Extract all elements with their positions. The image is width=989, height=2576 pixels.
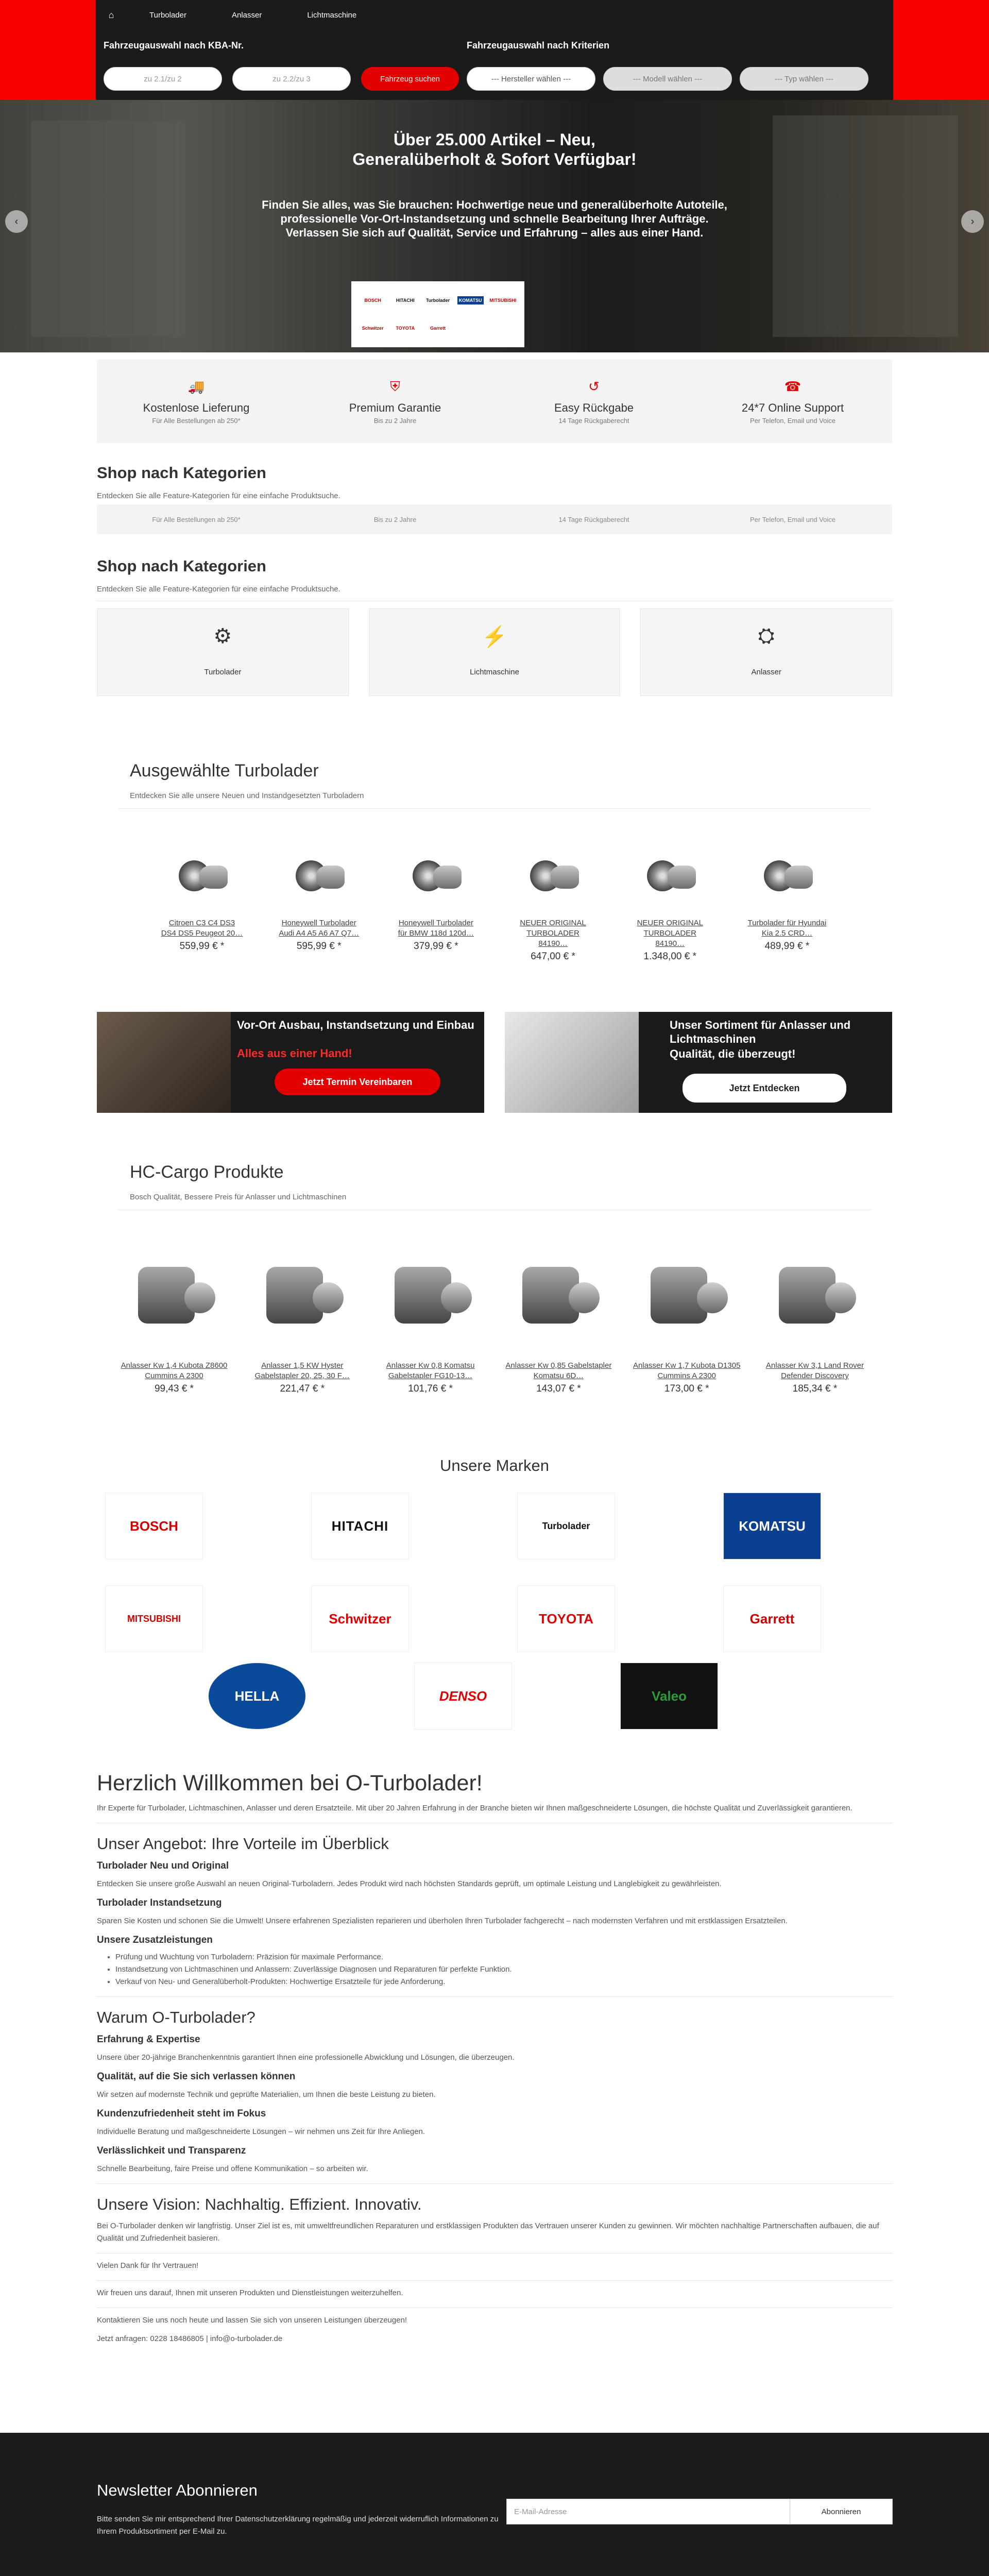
- product-price: 173,00 € *: [664, 1383, 709, 1394]
- product-row: [118, 1241, 871, 1395]
- slider-next-icon[interactable]: ›: [961, 210, 984, 233]
- brand-turbolader[interactable]: Turbolader: [517, 1493, 615, 1560]
- about-h3: Unsere Zusatzleistungen: [97, 1935, 213, 1945]
- criteria-label: Fahrzeugauswahl nach Kriterien: [467, 40, 610, 50]
- about-text: Sparen Sie Kosten und schonen Sie die Umwelt! Unsere erfahrenen Spezialisten reparieren und überholen Ihren Turbolader fachgerecht – nach modernsten Verfahren und mit erstklassigen Ersatzteilen.: [97, 1917, 788, 1925]
- product-image[interactable]: [642, 850, 698, 896]
- section-subtitle: Entdecken Sie alle Feature-Kategorien für eine einfache Produktsuche.: [97, 492, 340, 500]
- brand-garrett[interactable]: Garrett: [723, 1585, 821, 1652]
- brand-hella[interactable]: HELLA: [208, 1663, 306, 1730]
- category-grid: [97, 608, 892, 696]
- usp-item: [97, 379, 296, 425]
- brand-komatsu[interactable]: KOMATSU: [723, 1493, 821, 1560]
- product-image[interactable]: [123, 1246, 226, 1349]
- brand-logo: Turbolader: [425, 298, 450, 303]
- nav-turbolader[interactable]: Turbolader: [149, 10, 186, 20]
- product-card[interactable]: [247, 1241, 358, 1395]
- product-name[interactable]: Anlasser Kw 3,1 Land Rover Defender Discovery: [765, 1361, 864, 1380]
- product-row: [118, 835, 871, 962]
- top-bar: [0, 0, 989, 30]
- mechanic-image: [97, 1012, 231, 1113]
- strip-item: 14 Tage Rückgaberecht: [558, 515, 629, 523]
- about-text: Unsere über 20-jährige Branchenkenntnis garantiert Ihnen eine professionelle Abwicklung und Lösungen, die überzeugen.: [97, 2053, 515, 2062]
- footer: [0, 2433, 989, 2576]
- vehicle-search-button[interactable]: Fahrzeug suchen: [361, 67, 459, 91]
- about-heading: Herzlich Willkommen bei O-Turbolader!: [97, 1771, 483, 1795]
- main-nav: [96, 0, 379, 30]
- strip-item: Für Alle Bestellungen ab 250*: [152, 515, 241, 523]
- product-image[interactable]: [635, 1246, 738, 1349]
- model-select[interactable]: --- Modell wählen ---: [603, 67, 732, 91]
- promo-banner-range[interactable]: [505, 1012, 892, 1113]
- headset-icon: ☎: [784, 378, 802, 394]
- section-title: Unsere Marken: [440, 1456, 549, 1475]
- product-image[interactable]: [174, 850, 230, 896]
- product-card[interactable]: [629, 835, 711, 962]
- section-subtitle: Entdecken Sie alle unsere Neuen und Instandgesetzten Turboladern: [130, 791, 364, 800]
- truck-icon: 🚚: [187, 378, 205, 394]
- product-image[interactable]: [251, 1246, 354, 1349]
- product-card[interactable]: [631, 1241, 742, 1395]
- hero-brand-logos: [351, 281, 524, 347]
- about-h3: Kundenzufriedenheit steht im Fokus: [97, 2108, 266, 2119]
- brands-image: [505, 1012, 639, 1113]
- list-item: • Instandsetzung von Lichtmaschinen und Anlassern: Zuverlässige Diagnosen und Reparaturen für perfekte Funktion.: [115, 1963, 892, 1976]
- brand-bosch[interactable]: BOSCH: [105, 1493, 203, 1560]
- banner-highlight: Qualität, die überzeugt!: [670, 1047, 796, 1060]
- turbo-icon: ⚙: [213, 625, 232, 648]
- product-name[interactable]: NEUER ORIGINAL TURBOLADER 84190…: [637, 919, 703, 948]
- brand-logo: Schwitzer: [362, 326, 384, 331]
- hc-cargo-section: [118, 1162, 871, 1395]
- newsletter-text: Bitte senden Sie mir entsprechend Ihrer Datenschutzerklärung regelmäßig und jederzeit widerruflich Informationen zu Ihrem Produktsortiment per E-Mail zu.: [97, 2515, 499, 2536]
- product-price: 101,76 € *: [408, 1383, 453, 1394]
- newsletter-email-input[interactable]: E-Mail-Adresse: [506, 2499, 793, 2524]
- about-h3: Erfahrung & Expertise: [97, 2034, 200, 2045]
- brand-hitachi[interactable]: HITACHI: [311, 1493, 409, 1560]
- product-image[interactable]: [525, 850, 582, 896]
- alternator-icon: ⚡: [482, 625, 507, 648]
- manufacturer-select[interactable]: --- Hersteller wählen ---: [467, 67, 595, 91]
- kba-input-2[interactable]: zu 2.2/zu 3: [232, 67, 351, 91]
- product-price: 99,43 € *: [154, 1383, 194, 1394]
- usp-item: [296, 379, 494, 425]
- product-price: 489,99 € *: [764, 941, 810, 952]
- product-price: 559,99 € *: [179, 941, 225, 952]
- usp-title: Easy Rückgabe: [554, 401, 634, 414]
- brand-denso[interactable]: DENSO: [414, 1663, 512, 1730]
- about-text: Bei O-Turbolader denken wir langfristig. Unser Ziel ist es, mit umweltfreundlichen Reparaturen und erstklassigen Produkten das Vertrauen unserer Kunden zu gewinnen. Wir möchten nachhaltige Partnerschaften aufbauen, die auf Qualität und Zufriedenheit basieren.: [97, 2222, 879, 2243]
- promo-banner-service[interactable]: [97, 1012, 484, 1113]
- nav-anlasser[interactable]: Anlasser: [231, 10, 262, 20]
- category-label: Anlasser: [751, 668, 781, 676]
- product-price: 1.348,00 € *: [643, 951, 696, 962]
- promo-banners: [97, 1012, 892, 1113]
- product-card[interactable]: [759, 1241, 871, 1395]
- vehicle-finder: [0, 30, 989, 100]
- product-price: 185,34 € *: [792, 1383, 838, 1394]
- usp-title: 24*7 Online Support: [741, 401, 844, 414]
- brand-grid: [97, 1493, 892, 1730]
- discover-button[interactable]: Jetzt Entdecken: [683, 1074, 846, 1103]
- brand-logo: TOYOTA: [396, 326, 415, 331]
- product-name[interactable]: Citroen C3 C4 DS3 DS4 DS5 Peugeot 20…: [161, 919, 243, 938]
- product-image[interactable]: [759, 850, 815, 896]
- category-label: Lichtmaschine: [470, 668, 519, 676]
- product-price: 595,99 € *: [296, 941, 342, 952]
- brand-logo: Garrett: [430, 326, 446, 331]
- usp-item: [693, 379, 892, 425]
- home-icon[interactable]: ⌂: [108, 9, 114, 20]
- product-name[interactable]: Honeywell Turbolader Audi A4 A5 A6 A7 Q7…: [279, 919, 360, 938]
- about-text: Kontaktieren Sie uns noch heute und lassen Sie sich von unseren Leistungen überzeugen!: [97, 2316, 407, 2325]
- brand-toyota[interactable]: TOYOTA: [517, 1585, 615, 1652]
- about-section: [97, 1771, 892, 2345]
- product-image[interactable]: [407, 850, 464, 896]
- hero-title: Über 25.000 Artikel – Neu, Generalüberholt & Sofort Verfügbar!: [352, 130, 637, 168]
- nav-lichtmaschine[interactable]: Lichtmaschine: [307, 10, 357, 20]
- about-text: Entdecken Sie unsere große Auswahl an neuen Original-Turboladern. Jedes Produkt wird nach höchsten Standards geprüft, um optimale Leistung und Langlebigkeit zu gewährleisten.: [97, 1879, 722, 1888]
- product-image[interactable]: [379, 1246, 482, 1349]
- slider-prev-icon[interactable]: ‹: [5, 210, 28, 233]
- product-name[interactable]: NEUER ORIGINAL TURBOLADER 84190…: [520, 919, 586, 948]
- usp-strip: [97, 504, 892, 534]
- about-text: Individuelle Beratung und maßgeschneiderte Lösungen – wir nehmen uns Zeit für Ihre Anliegen.: [97, 2127, 425, 2136]
- usp-sub: Für Alle Bestellungen ab 250*: [152, 416, 241, 425]
- contact-text: Jetzt anfragen: 0228 18486805 | info@o-turbolader.de: [97, 2334, 283, 2343]
- product-card[interactable]: [375, 1241, 486, 1395]
- section-subtitle: Entdecken Sie alle Feature-Kategorien für eine einfache Produktsuche.: [97, 585, 340, 594]
- category-lichtmaschine[interactable]: [369, 608, 621, 696]
- usp-title: Premium Garantie: [349, 401, 441, 414]
- about-text: Ihr Experte für Turbolader, Lichtmaschinen, Anlasser und deren Ersatzteile. Mit über 20 Jahren Erfahrung in der Branche bieten wir Ihnen maßgeschneiderte Lösungen, die höchste Qualität und Zuverlässigkeit garantieren.: [97, 1804, 852, 1812]
- about-text: Vielen Dank für Ihr Vertrauen!: [97, 2261, 199, 2270]
- about-text: Wir setzen auf modernste Technik und geprüfte Materialien, um Ihnen die beste Leistung zu bieten.: [97, 2090, 436, 2099]
- about-subheading: Unser Angebot: Ihre Vorteile im Überblick: [97, 1835, 389, 1853]
- category-anlasser[interactable]: [640, 608, 892, 696]
- subscribe-button[interactable]: Abonnieren: [790, 2499, 893, 2524]
- about-h3: Turbolader Instandsetzung: [97, 1897, 222, 1908]
- product-name[interactable]: Anlasser Kw 1,7 Kubota D1305 Cummins A 2300: [633, 1361, 741, 1380]
- list-item: • Verkauf von Neu- und Generalüberholt-Produkten: Hochwertige Ersatzteile für jede Anforderung.: [115, 1976, 892, 1988]
- book-appointment-button[interactable]: Jetzt Termin Vereinbaren: [275, 1069, 440, 1095]
- banner-title: Vor-Ort Ausbau, Instandsetzung und Einbau: [237, 1019, 474, 1031]
- product-image[interactable]: [291, 850, 347, 896]
- kba-input-1[interactable]: zu 2.1/zu 2: [104, 67, 222, 91]
- product-price: 379,99 € *: [414, 941, 458, 952]
- section-subtitle: Bosch Qualität, Bessere Preis für Anlasser und Lichtmaschinen: [130, 1193, 347, 1201]
- strip-item: Bis zu 2 Jahre: [373, 515, 417, 523]
- usp-sub: 14 Tage Rückgaberecht: [558, 416, 629, 425]
- product-card[interactable]: [278, 835, 360, 962]
- brand-logo: BOSCH: [364, 298, 381, 303]
- product-name[interactable]: Anlasser Kw 1,4 Kubota Z8600 Cummins A 2300: [121, 1361, 228, 1380]
- brand-mitsubishi[interactable]: MITSUBISHI: [105, 1585, 203, 1652]
- product-card[interactable]: [118, 1241, 230, 1395]
- about-text: Schnelle Bearbeitung, faire Preise und offene Kommunikation – so arbeiten wir.: [97, 2164, 368, 2173]
- usp-item: [494, 379, 693, 425]
- product-name[interactable]: Anlasser 1,5 KW Hyster Gabelstapler 20, 25, 30 F…: [254, 1361, 350, 1380]
- about-subheading: Unsere Vision: Nachhaltig. Effizient. Innovativ.: [97, 2195, 422, 2213]
- category-turbolader[interactable]: [97, 608, 349, 696]
- usp-sub: Per Telefon, Email und Voice: [750, 416, 835, 425]
- type-select[interactable]: --- Typ wählen ---: [740, 67, 868, 91]
- section-title: Ausgewählte Turbolader: [130, 761, 319, 781]
- strip-item: Per Telefon, Email und Voice: [750, 515, 835, 523]
- featured-section: [118, 761, 871, 962]
- product-card[interactable]: [395, 835, 477, 962]
- hero-subtitle: Finden Sie alles, was Sie brauchen: Hochwertige neue und generalüberholte Autoteile, professionelle Vor-Ort-Instandsetzung und schnelle Bearbeitung Ihrer Aufträge. Verlassen Sie sich auf Qualität, Service und Erfahrung – alles aus einer Hand.: [262, 198, 727, 239]
- starter-icon: ⛭: [758, 624, 775, 647]
- services-list: [115, 1951, 892, 1988]
- brand-logo: KOMATSU: [457, 296, 484, 304]
- category-label: Turbolader: [204, 668, 242, 676]
- usp-sub: Bis zu 2 Jahre: [373, 416, 417, 425]
- shield-icon: ⛨: [390, 378, 400, 394]
- section-title: Shop nach Kategorien: [97, 464, 266, 482]
- product-price: 143,07 € *: [536, 1383, 581, 1394]
- kba-label: Fahrzeugauswahl nach KBA-Nr.: [104, 40, 244, 50]
- brand-logo: MITSUBISHI: [489, 298, 517, 303]
- product-card[interactable]: [512, 835, 594, 962]
- product-image[interactable]: [507, 1246, 610, 1349]
- product-image[interactable]: [763, 1246, 866, 1349]
- section-title: HC-Cargo Produkte: [130, 1162, 284, 1182]
- product-name[interactable]: Honeywell Turbolader für BMW 118d 120d…: [398, 919, 474, 938]
- usp-title: Kostenlose Lieferung: [143, 401, 250, 414]
- product-name[interactable]: Anlasser Kw 0,8 Komatsu Gabelstapler FG10-13…: [386, 1361, 475, 1380]
- product-name[interactable]: Turbolader für Hyundai Kia 2.5 CRD…: [747, 919, 827, 938]
- banner-highlight: Alles aus einer Hand!: [237, 1047, 352, 1060]
- newsletter-title: Newsletter Abonnieren: [97, 2481, 258, 2499]
- banner-title: Unser Sortiment für Anlasser und Lichtmaschinen: [670, 1019, 851, 1045]
- brands-section: [97, 1456, 892, 1730]
- about-h3: Verlässlichkeit und Transparenz: [97, 2145, 246, 2156]
- brand-logo: HITACHI: [396, 298, 415, 303]
- about-h3: Turbolader Neu und Original: [97, 1860, 229, 1871]
- product-card[interactable]: [503, 1241, 614, 1395]
- about-text: Wir freuen uns darauf, Ihnen mit unseren Produkten und Dienstleistungen weiterzuhelfen.: [97, 2289, 403, 2297]
- product-card[interactable]: [161, 835, 243, 962]
- product-name[interactable]: Anlasser Kw 0,85 Gabelstapler Komatsu 6D…: [505, 1361, 612, 1380]
- product-price: 221,47 € *: [280, 1383, 325, 1394]
- brand-valeo[interactable]: Valeo: [620, 1663, 718, 1730]
- about-h3: Qualität, auf die Sie sich verlassen können: [97, 2071, 296, 2082]
- hero-slider: [0, 100, 989, 352]
- return-icon: ↺: [588, 378, 600, 394]
- product-price: 647,00 € *: [531, 951, 575, 962]
- product-card[interactable]: [746, 835, 828, 962]
- about-subheading: Warum O-Turbolader?: [97, 2008, 255, 2026]
- usp-bar: [97, 360, 892, 443]
- brand-schwitzer[interactable]: Schwitzer: [311, 1585, 409, 1652]
- list-item: • Prüfung und Wuchtung von Turboladern: Präzision für maximale Performance.: [115, 1951, 892, 1963]
- section-title: Shop nach Kategorien: [97, 557, 266, 575]
